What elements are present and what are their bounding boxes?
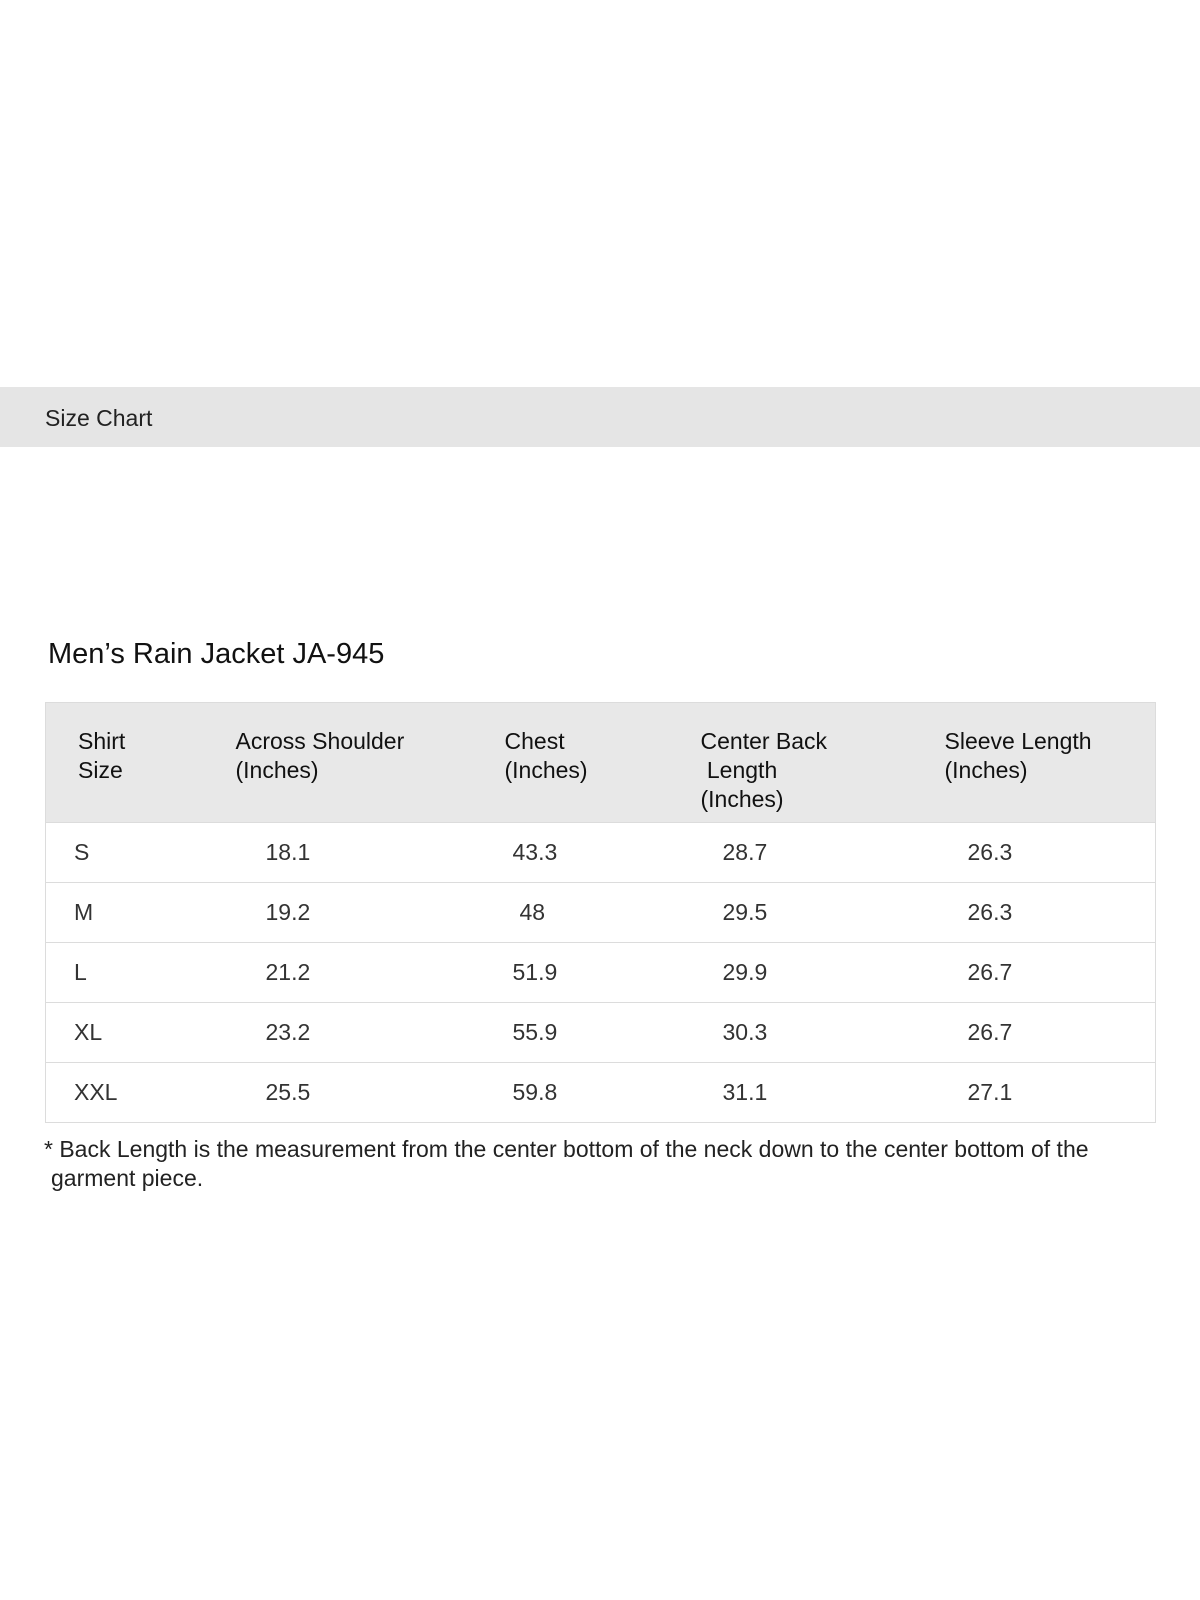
cell-chest: 55.9	[498, 1003, 701, 1063]
column-header-line: Shirt	[78, 728, 126, 754]
footnote	[44, 1135, 1154, 1193]
cell-shoulder: 25.5	[236, 1063, 498, 1123]
table-row	[46, 1003, 1156, 1063]
cell-sleeve: 26.7	[942, 943, 1156, 1003]
column-header-line: Chest	[504, 728, 565, 754]
table-row	[46, 1063, 1156, 1123]
column-header-line: Length	[700, 757, 778, 783]
cell-size: S	[46, 823, 236, 883]
product-title: Men’s Rain Jacket JA-945	[48, 638, 385, 670]
column-header-shirt-size	[46, 703, 236, 823]
table-row	[46, 883, 1156, 943]
column-header-line: (Inches)	[944, 757, 1028, 783]
size-chart-header-bar	[0, 387, 1200, 447]
column-header-center-back-length	[701, 703, 942, 823]
cell-shoulder: 18.1	[236, 823, 498, 883]
cell-sleeve: 26.3	[942, 823, 1156, 883]
column-header-sleeve-length	[942, 703, 1156, 823]
cell-size: M	[46, 883, 236, 943]
cell-chest: 59.8	[498, 1063, 701, 1123]
cell-shoulder: 23.2	[236, 1003, 498, 1063]
column-header-line: Center Back	[700, 728, 828, 754]
size-table	[45, 702, 1156, 1123]
cell-shoulder: 21.2	[236, 943, 498, 1003]
cell-back-length: 29.5	[701, 883, 942, 943]
footnote-line-2: garment piece.	[51, 1165, 204, 1191]
cell-sleeve: 26.3	[942, 883, 1156, 943]
column-header-line: (Inches)	[504, 757, 588, 783]
table-row	[46, 943, 1156, 1003]
cell-sleeve: 26.7	[942, 1003, 1156, 1063]
cell-back-length: 28.7	[701, 823, 942, 883]
cell-size: XL	[46, 1003, 236, 1063]
cell-back-length: 30.3	[701, 1003, 942, 1063]
column-header-line: (Inches)	[235, 757, 319, 783]
column-header-line: Size	[78, 757, 123, 783]
cell-back-length: 29.9	[701, 943, 942, 1003]
table-row	[46, 823, 1156, 883]
table-header-row	[46, 703, 1156, 823]
cell-sleeve: 27.1	[942, 1063, 1156, 1123]
cell-chest: 51.9	[498, 943, 701, 1003]
cell-chest: 48	[498, 883, 701, 943]
column-header-line: Across Shoulder	[235, 728, 405, 754]
cell-shoulder: 19.2	[236, 883, 498, 943]
column-header-line: Sleeve Length	[944, 728, 1092, 754]
cell-size: XXL	[46, 1063, 236, 1123]
size-chart-heading: Size Chart	[45, 405, 153, 431]
cell-chest: 43.3	[498, 823, 701, 883]
column-header-line: (Inches)	[700, 786, 784, 812]
column-header-chest	[498, 703, 701, 823]
cell-back-length: 31.1	[701, 1063, 942, 1123]
footnote-line-1: * Back Length is the measurement from the center bottom of the neck down to the center bottom of the	[44, 1136, 1089, 1162]
column-header-across-shoulder	[236, 703, 498, 823]
cell-size: L	[46, 943, 236, 1003]
